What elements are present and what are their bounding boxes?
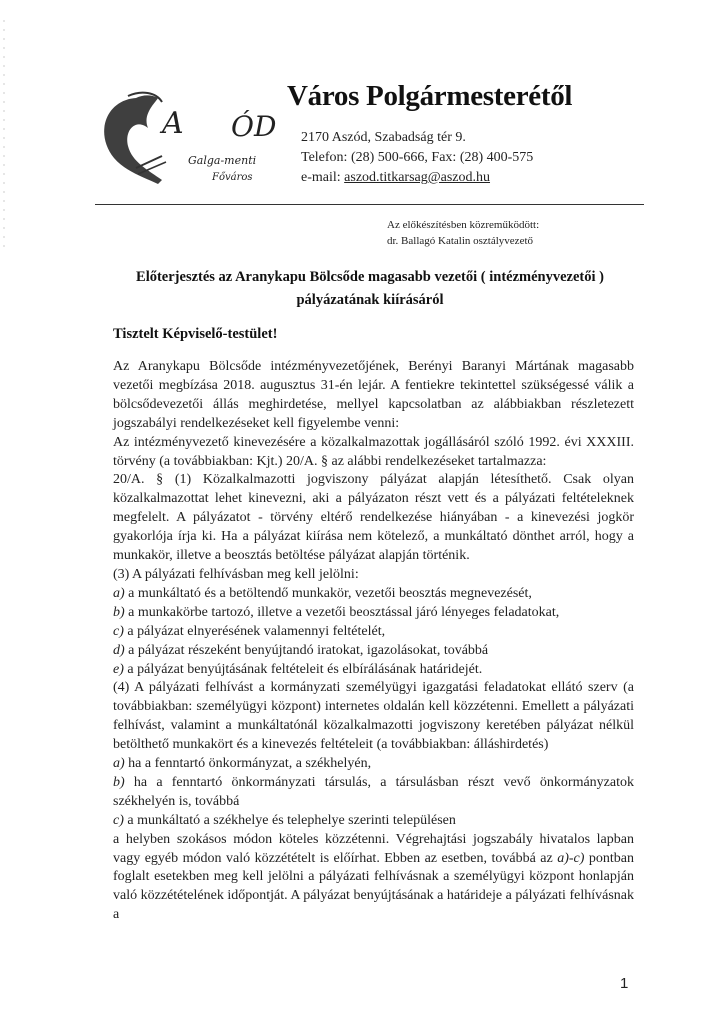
logo-tagline-1: Galga-menti: [188, 154, 257, 167]
list-item: a) a munkáltató és a betöltendő munkakör, vezetői beosztás megnevezését,: [113, 585, 532, 601]
city-logo: [96, 88, 286, 188]
paragraph-20a-1: 20/A. § (1) Közalkalmazotti jogviszony pályázat alapján létesíthető. Csak olyan közalkalmazottat lehet kinevezni, aki a pályázaton részt vett és a pályázati feltételeknek megfelelt. A pályázatot - törvény eltérő rendelkezése hiányában - a kinevezési jogkör gyakorlója írja ki. Ha a pályázat kiírása nem kötelező, a munkáltató dönthet arról, hogy a munkakör, illetve a beosztás betöltése pályázat alapján történik.: [113, 472, 634, 564]
list-marker: b): [113, 604, 125, 620]
address: 2170 Aszód, Szabadság tér 9.: [301, 130, 466, 145]
email-line: [301, 168, 533, 188]
paragraph-closing: a helyben szokásos módon köteles közzétenni. Végrehajtási jogszabály hivatalos lapban vagy egyéb módon való közzétételt is előírhat. Ebben az esetben, továbbá az a)-c) pontban foglalt esetekben meg kell jelölni a pályázati felhívásnak a személyügyi központ honlapján való közzétételének időpontját. A pályázat benyújtásának a határideje a pályázati felhívásnak a: [113, 831, 635, 923]
logo-letters-od: ÓD: [231, 110, 277, 143]
list-item: c) a munkáltató a székhelye és telephelye szerinti településen: [113, 812, 456, 828]
paragraph-20a-4: (4) A pályázati felhívást a kormányzati személyügyi igazgatási feladatokat ellátó szerv (a továbbiakban: személyügyi központ) internetes oldalán kell közzétenni. Emellett a pályázati felhívást, valamint a munkáltatónál közalkalmazotti jogviszony keretében pályázat nélkül betölthető munkakört és a kinevezés feltételeit (a továbbiakban: álláshirdetés): [113, 680, 634, 753]
preparation-note: [387, 217, 539, 249]
letterhead-title: Város Polgármesterétől: [287, 80, 573, 112]
scan-margin-artifact: [3, 20, 5, 250]
document-body: [113, 358, 634, 925]
preparation-person: dr. Ballagó Katalin osztályvezető: [387, 235, 534, 247]
list-marker: b): [113, 774, 125, 790]
paragraph-kjt-reference: Az intézményvezető kinevezésére a közalkalmazottak jogállásáról szóló 1992. évi XXXIII. törvény (a továbbiakban: Kjt.) 20/A. § az alábbi rendelkezéseket tartalmazza:: [113, 434, 634, 469]
paragraph-intro: Az Aranykapu Bölcsőde intézményvezetőjének, Berényi Baranyi Mártának magasabb vezetői megbízása 2018. augusztus 31-én lejár. A fentiekre tekintettel szükségessé válik a bölcsődevezetői állás meghirdetése, mellyel kapcsolatban az alábbiakban részletezett jogszabályi rendelkezéseket kell figyelembe venni:: [113, 359, 634, 431]
email-link[interactable]: aszod.titkarsag@aszod.hu: [344, 170, 491, 185]
list-marker: c): [113, 812, 124, 828]
list-marker: e): [113, 661, 124, 677]
paragraph-20a-3: (3) A pályázati felhívásban meg kell jelölni:: [113, 566, 359, 582]
point-reference: a)-c): [557, 850, 585, 866]
list-item: b) a munkakörbe tartozó, illetve a vezetői beosztással járó lényeges feladatokat,: [113, 604, 560, 620]
list-marker: a): [113, 756, 125, 772]
list-marker: d): [113, 642, 125, 658]
list-item: b) ha a fenntartó önkormányzati társulás, a társulásban részt vevő önkormányzatok székhelyén is, továbbá: [113, 774, 634, 809]
page-number: 1: [620, 975, 629, 992]
list-item: c) a pályázat elnyerésének valamennyi feltételét,: [113, 623, 386, 639]
phone-fax: Telefon: (28) 500-666, Fax: (28) 400-575: [301, 150, 534, 165]
salutation: Tisztelt Képviselő-testület!: [113, 326, 278, 342]
list-marker: c): [113, 623, 124, 639]
list-item: e) a pályázat benyújtásának feltételeit és elbírálásának határidejét.: [113, 661, 483, 677]
document-title-line-2: pályázatának kiírásáról: [296, 292, 444, 308]
list-item: d) a pályázat részeként benyújtandó iratokat, igazolásokat, továbbá: [113, 642, 489, 658]
list-marker: a): [113, 585, 125, 601]
document-title-line-1: Előterjesztés az Aranykapu Bölcsőde magasabb vezetői ( intézményvezetői ): [136, 269, 604, 285]
list-item: a) ha a fenntartó önkormányzat, a székhelyén,: [113, 756, 372, 772]
logo-letter-a: A: [162, 106, 184, 141]
email-label: e-mail:: [301, 170, 345, 185]
document-title: [100, 266, 640, 312]
logo-tagline-2: Főváros: [212, 172, 253, 183]
preparation-label: Az előkészítésben közreműködött:: [387, 219, 540, 231]
header-divider: [95, 204, 644, 205]
letterhead-contact: [301, 128, 533, 188]
